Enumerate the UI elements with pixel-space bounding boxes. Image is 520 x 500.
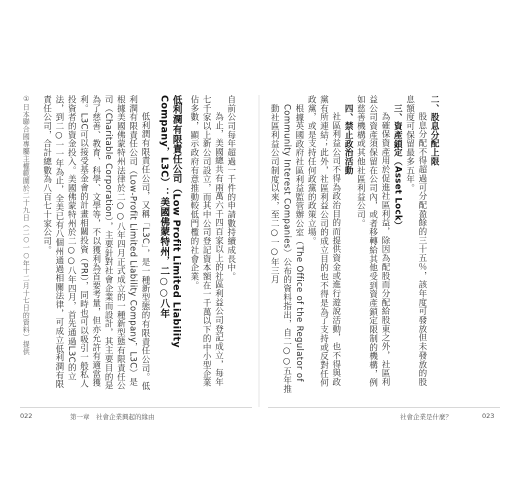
- left-para-stats: 為止，美國總共有兩萬六千四百家以上的社區利益公司登記成立，每年七千家以上新公司設立，而其中公司登記資本額在一千萬以下的中小型企業佔多數，顯示政府有意推動較低門檻的社會企業。: [188, 95, 224, 388]
- section-body-no-politics: 社區利益公司不得為政治目的而提供資金或進行遊說活動，也不得與政黨有所連結；此外，社區利益公司的成立目的也不得是為了支持或反對任何政黨，或是支持任何政黨的政策立場。: [306, 95, 341, 388]
- left-page-number: 022: [20, 412, 33, 420]
- left-footer-rule: [20, 407, 252, 408]
- left-para-l3c: 低利潤有限責任公司，又稱「L3C」，是一種新型態的有限責任公司。低利潤有限責任公司（Low-Profit Limited Liability Company，L3C）是根據美國佛蒙特州法律於二○○八年四月正式成立的一種新型態有限責任公司（Charitable Corporation），主要針對社會企業而設計，其主要目的是為了慈善、教育、科學、文學等，不以獲利為首要考量，但亦允許有適當獲利。L3C可以接受基金會的計畫相關投資（PRI），同時也可以吸引一般私人投資者的資金投入。美國佛蒙特州於二○○八年四月，首先通過L3C的立法，到二○一一年為止，全美已有八個州通過相關法律，可成立低利潤有限責任公司，合計總數為八百七十家公司。: [41, 95, 150, 391]
- right-para-regulator: 根據英國政府社區利益監管辦公室（The Office of the Regulator of Community Interest Companies）公布的資料指出，自二○○五年推動社區利益公司制度以來，至二○一○年三月: [269, 103, 304, 393]
- right-footer-rule: [268, 407, 500, 408]
- section-title-no-politics: 四、禁止政治活動: [343, 103, 354, 175]
- left-para-continued: 自前公司每年超過一千件的申請數持續成長中。: [225, 95, 236, 281]
- right-page-text: [268, 95, 440, 395]
- section-body-asset-lock: 為確保資產用於促進社區利益，除因為配股而分配給股東之外，社區利益公司資產須保留在公司內，或者移轉給其他受到資產鎖定限制的機構，例如慈善機構或其他社區利益公司。: [355, 95, 390, 388]
- section-title-asset-lock: 三、資產鎖定（Asset Lock）: [392, 103, 403, 230]
- section-heading-l3c: 低利潤有限責任公司（Low Profit Limited Liability Company，L3C）：美國佛蒙特州，二○○八年: [158, 95, 182, 348]
- left-page: [20, 95, 252, 395]
- page-gutter: [258, 95, 260, 407]
- right-running-title: 社會企業是什麼？: [400, 413, 452, 421]
- left-page-text: [20, 95, 237, 395]
- section-title-dividend: 二、股息分配上限: [429, 95, 440, 166]
- right-page-number: 023: [482, 412, 495, 420]
- right-page: [268, 95, 500, 395]
- section-body-dividend: 股息分配不得超過可分配盈餘的三十五％，該年度可發放但未發放的股息額度可保留最多五年。: [404, 95, 427, 387]
- footnote: ①日本聯合國專屬主權範圍於二十九日（二○一○年十二月十七日的資料）提供: [22, 95, 31, 356]
- left-running-title: 第一章 社會企業興起的緣由: [70, 413, 155, 421]
